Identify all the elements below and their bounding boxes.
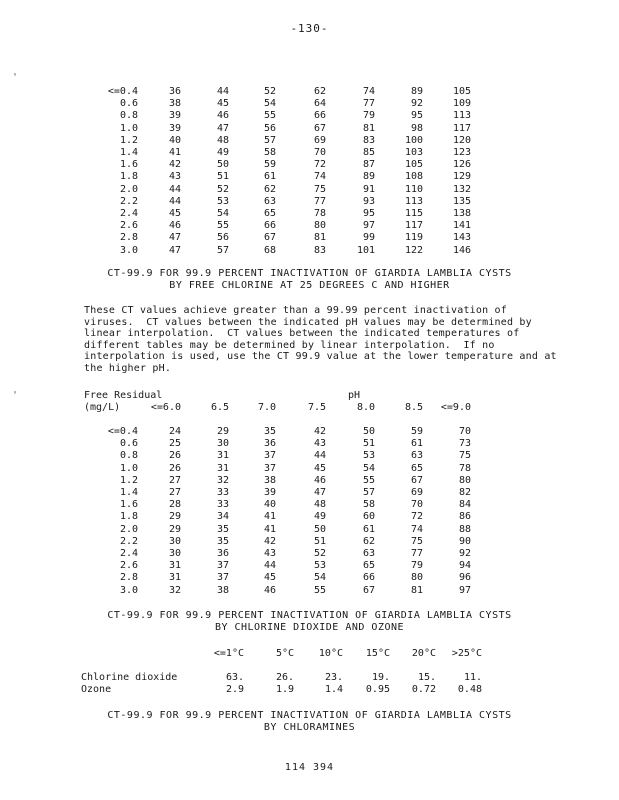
temperature-column-header: 10°C (318, 648, 343, 659)
row-label-cell: 2.8 (119, 232, 138, 244)
value-cell: 135 (452, 195, 471, 207)
value-cell: 75 (458, 450, 471, 462)
value-cell: 50 (313, 523, 326, 535)
value-cell: 67 (410, 474, 423, 486)
value-cell: 26 (168, 450, 181, 462)
value-cell: 119 (404, 232, 423, 244)
table2-header-ph: pH (348, 390, 361, 401)
value-cell: 31 (168, 572, 181, 584)
value-cell: 62 (313, 86, 326, 97)
value-cell: 46 (216, 110, 229, 122)
value-cell: 77 (410, 548, 423, 559)
column-header: <=9.0 (440, 402, 471, 413)
value-cell: 31 (216, 462, 229, 474)
value-cell: 59 (410, 426, 423, 437)
value-cell: 70 (313, 147, 326, 158)
value-cell: 78 (458, 462, 471, 474)
value-cell: 113 (452, 110, 471, 122)
value-cell: 123 (452, 147, 471, 158)
value-cell: 80 (458, 474, 471, 486)
row-label-cell: <=0.4 (107, 426, 138, 437)
value-cell: 51 (216, 171, 229, 183)
value-cell: 126 (452, 159, 471, 171)
value-cell: 81 (410, 584, 423, 596)
value-cell: 31 (216, 450, 229, 462)
column-header: 8.0 (356, 402, 375, 413)
row-label-cell: 2.4 (119, 548, 138, 559)
value-cell: 68 (263, 244, 276, 256)
value-cell: 27 (168, 474, 181, 486)
table-row (0, 123, 619, 135)
value-cell: 35 (216, 523, 229, 535)
value-cell: 39 (168, 122, 181, 134)
value-cell: 35 (263, 426, 276, 437)
page-number: -130- (290, 22, 329, 35)
row-label-cell: 0.8 (119, 450, 138, 462)
value-cell: 38 (216, 584, 229, 596)
value-cell: 115 (404, 208, 423, 219)
value-cell: 117 (452, 122, 471, 134)
value-cell: 146 (452, 244, 471, 256)
row-label-cell: 1.4 (119, 487, 138, 498)
value-cell: 82 (458, 487, 471, 498)
value-cell: 103 (404, 147, 423, 158)
value-cell: 26. (275, 672, 294, 683)
value-cell: 47 (216, 122, 229, 134)
table-row (0, 135, 619, 147)
value-cell: 55 (216, 220, 229, 232)
value-cell: 92 (410, 98, 423, 110)
table-row (0, 220, 619, 232)
value-cell: 95 (410, 110, 423, 122)
row-label-cell: Ozone (81, 684, 112, 695)
value-cell: 109 (452, 98, 471, 110)
value-cell: 29 (168, 523, 181, 535)
value-cell: 81 (362, 122, 375, 134)
table-row (0, 463, 619, 475)
value-cell: 40 (168, 134, 181, 146)
value-cell: 45 (263, 572, 276, 584)
table-row (0, 438, 619, 450)
row-label-cell: 2.2 (119, 535, 138, 547)
row-label-cell: 2.4 (119, 208, 138, 219)
column-header: <=6.0 (150, 402, 181, 413)
value-cell: 65 (410, 462, 423, 474)
value-cell: 46 (168, 220, 181, 232)
value-cell: 87 (362, 159, 375, 171)
value-cell: 132 (452, 183, 471, 195)
value-cell: 2.9 (225, 684, 244, 695)
column-header: 6.5 (210, 402, 229, 413)
temperature-column-header: 15°C (365, 648, 390, 659)
value-cell: 39 (168, 110, 181, 122)
value-cell: 45 (168, 208, 181, 219)
value-cell: 143 (452, 232, 471, 244)
value-cell: 45 (313, 462, 326, 474)
value-cell: 63 (362, 548, 375, 559)
value-cell: 47 (168, 244, 181, 256)
value-cell: 66 (313, 110, 326, 122)
value-cell: 46 (263, 584, 276, 596)
value-cell: 80 (313, 220, 326, 232)
table3-caption-line1: CT-99.9 FOR 99.9 PERCENT INACTIVATION OF GIARDIA LAMBLIA CYSTS (107, 710, 512, 721)
value-cell: 122 (404, 244, 423, 256)
value-cell: 88 (458, 523, 471, 535)
value-cell: 29 (216, 426, 229, 437)
value-cell: 105 (452, 86, 471, 97)
value-cell: 53 (313, 560, 326, 572)
value-cell: 30 (168, 535, 181, 547)
value-cell: 30 (216, 438, 229, 450)
table-row (0, 487, 619, 499)
value-cell: 0.48 (457, 684, 482, 695)
value-cell: 43 (313, 438, 326, 450)
value-cell: 97 (458, 584, 471, 596)
row-label-cell: 3.0 (119, 584, 138, 596)
value-cell: 96 (458, 572, 471, 584)
value-cell: 36 (168, 86, 181, 97)
value-cell: 53 (216, 195, 229, 207)
table-row (0, 171, 619, 183)
table-row (0, 524, 619, 536)
table-row (0, 536, 619, 548)
value-cell: 45 (216, 98, 229, 110)
value-cell: 36 (216, 548, 229, 559)
value-cell: 28 (168, 499, 181, 511)
value-cell: 44 (168, 183, 181, 195)
value-cell: 101 (356, 244, 375, 256)
row-label-cell: Chlorine dioxide (81, 672, 178, 683)
table-row (0, 426, 619, 438)
value-cell: 35 (216, 535, 229, 547)
value-cell: 61 (263, 171, 276, 183)
value-cell: 72 (313, 159, 326, 171)
value-cell: 72 (410, 511, 423, 523)
value-cell: 46 (313, 474, 326, 486)
row-label-cell: 0.8 (119, 110, 138, 122)
value-cell: 38 (263, 474, 276, 486)
value-cell: 63 (410, 450, 423, 462)
value-cell: 44 (313, 450, 326, 462)
value-cell: 38 (168, 98, 181, 110)
value-cell: 110 (404, 183, 423, 195)
value-cell: 108 (404, 171, 423, 183)
value-cell: 67 (263, 232, 276, 244)
value-cell: 48 (216, 134, 229, 146)
value-cell: 56 (216, 232, 229, 244)
value-cell: 90 (458, 535, 471, 547)
row-label-cell: 1.8 (119, 511, 138, 523)
value-cell: 33 (216, 487, 229, 498)
margin-mark: ' (12, 72, 19, 83)
value-cell: 52 (216, 183, 229, 195)
value-cell: 33 (216, 499, 229, 511)
temperature-column-header: >25°C (451, 648, 482, 659)
value-cell: 62 (263, 183, 276, 195)
value-cell: 50 (362, 426, 375, 437)
row-label-cell: 1.0 (119, 122, 138, 134)
value-cell: 26 (168, 462, 181, 474)
value-cell: 95 (362, 208, 375, 219)
table3-caption-line2: BY CHLORAMINES (263, 722, 356, 733)
value-cell: 41 (168, 147, 181, 158)
value-cell: 55 (362, 474, 375, 486)
value-cell: 74 (313, 171, 326, 183)
value-cell: 65 (362, 560, 375, 572)
paragraph-line: These CT values achieve greater than a 99.99 percent inactivation of (84, 305, 507, 316)
value-cell: 44 (263, 560, 276, 572)
value-cell: 117 (404, 220, 423, 232)
paragraph-line: linear interpolation. CT values between the indicated temperatures of (84, 328, 520, 340)
value-cell: 49 (313, 511, 326, 523)
value-cell: 37 (216, 572, 229, 584)
value-cell: 52 (263, 86, 276, 97)
row-label-cell: 0.6 (119, 98, 138, 110)
table2-caption-line2: BY CHLORINE DIOXIDE AND OZONE (214, 622, 405, 633)
value-cell: 29 (168, 511, 181, 523)
value-cell: 32 (168, 584, 181, 596)
value-cell: 74 (410, 523, 423, 535)
value-cell: 53 (362, 450, 375, 462)
row-label-cell: 2.6 (119, 220, 138, 232)
value-cell: 52 (313, 548, 326, 559)
value-cell: 69 (410, 487, 423, 498)
value-cell: 50 (216, 159, 229, 171)
value-cell: 66 (263, 220, 276, 232)
table-row (0, 86, 619, 98)
table1-caption-line2: BY FREE CHLORINE AT 25 DEGREES C AND HIGHER (169, 280, 450, 291)
value-cell: 54 (216, 208, 229, 219)
value-cell: 64 (313, 98, 326, 110)
table-row (0, 110, 619, 122)
value-cell: 0.95 (365, 684, 390, 695)
value-cell: 40 (263, 499, 276, 511)
table2-caption-line1: CT-99.9 FOR 99.9 PERCENT INACTIVATION OF GIARDIA LAMBLIA CYSTS (107, 610, 512, 621)
row-label-cell: 2.8 (119, 572, 138, 584)
value-cell: 1.9 (275, 684, 294, 695)
value-cell: 43 (168, 171, 181, 183)
value-cell: 48 (313, 499, 326, 511)
value-cell: 141 (452, 220, 471, 232)
value-cell: 66 (362, 572, 375, 584)
value-cell: 83 (362, 134, 375, 146)
value-cell: 138 (452, 208, 471, 219)
value-cell: 41 (263, 511, 276, 523)
value-cell: 15. (417, 672, 436, 683)
value-cell: 27 (168, 487, 181, 498)
table-row (0, 499, 619, 511)
value-cell: 37 (263, 450, 276, 462)
value-cell: 54 (263, 98, 276, 110)
table-row (0, 572, 619, 584)
value-cell: 59 (263, 159, 276, 171)
value-cell: 113 (404, 195, 423, 207)
value-cell: 84 (458, 499, 471, 511)
value-cell: 63. (225, 672, 244, 683)
value-cell: 43 (263, 548, 276, 559)
value-cell: 120 (452, 134, 471, 146)
value-cell: 51 (313, 535, 326, 547)
table-row (0, 560, 619, 572)
value-cell: 100 (404, 134, 423, 146)
column-header: 7.5 (307, 402, 326, 413)
value-cell: 0.72 (411, 684, 436, 695)
table-row (0, 184, 619, 196)
value-cell: 32 (216, 474, 229, 486)
row-label-cell: 1.6 (119, 159, 138, 171)
value-cell: 67 (313, 122, 326, 134)
value-cell: 61 (362, 523, 375, 535)
paragraph-line: viruses. CT values between the indicated pH values may be determined by (84, 316, 532, 328)
paragraph-line: interpolation is used, use the CT 99.9 value at the lower temperature and at (84, 351, 557, 363)
value-cell: 74 (362, 86, 375, 97)
table1-caption-line1: CT-99.9 FOR 99.9 PERCENT INACTIVATION OF GIARDIA LAMBLIA CYSTS (107, 268, 512, 279)
table-row (0, 585, 619, 597)
value-cell: 98 (410, 122, 423, 134)
paragraph-line: the higher pH. (84, 363, 172, 374)
table-row (0, 548, 619, 560)
row-label-cell: 1.0 (119, 462, 138, 474)
table2-header-free-residual: Free Residual (84, 390, 163, 401)
value-cell: 91 (362, 183, 375, 195)
row-label-cell: 2.6 (119, 560, 138, 572)
value-cell: 105 (404, 159, 423, 171)
table2-header-units: (mg/L) (84, 402, 121, 413)
value-cell: 39 (263, 487, 276, 498)
value-cell: 30 (168, 548, 181, 559)
value-cell: 11. (463, 672, 482, 683)
value-cell: 49 (216, 147, 229, 158)
table-row (0, 159, 619, 171)
row-label-cell: 1.2 (119, 474, 138, 486)
value-cell: 44 (168, 195, 181, 207)
row-label-cell: 1.6 (119, 499, 138, 511)
value-cell: 25 (168, 438, 181, 450)
value-cell: 79 (362, 110, 375, 122)
value-cell: 31 (168, 560, 181, 572)
value-cell: 57 (263, 134, 276, 146)
value-cell: 47 (168, 232, 181, 244)
value-cell: 94 (458, 560, 471, 572)
value-cell: 81 (313, 232, 326, 244)
value-cell: 67 (362, 584, 375, 596)
value-cell: 73 (458, 438, 471, 450)
row-label-cell: 1.8 (119, 171, 138, 183)
table-row (0, 232, 619, 244)
table-row (0, 147, 619, 159)
table-row (0, 245, 619, 257)
value-cell: 79 (410, 560, 423, 572)
row-label-cell: 0.6 (119, 438, 138, 450)
value-cell: 37 (263, 462, 276, 474)
value-cell: 75 (313, 183, 326, 195)
value-cell: 61 (410, 438, 423, 450)
value-cell: 55 (313, 584, 326, 596)
value-cell: 58 (263, 147, 276, 158)
value-cell: 58 (362, 499, 375, 511)
value-cell: 56 (263, 122, 276, 134)
row-label-cell: <=0.4 (107, 86, 138, 97)
table-row (0, 475, 619, 487)
table-row (0, 511, 619, 523)
value-cell: 80 (410, 572, 423, 584)
value-cell: 42 (263, 535, 276, 547)
value-cell: 89 (362, 171, 375, 183)
value-cell: 42 (313, 426, 326, 437)
value-cell: 44 (216, 86, 229, 97)
value-cell: 85 (362, 147, 375, 158)
value-cell: 36 (263, 438, 276, 450)
value-cell: 83 (313, 244, 326, 256)
value-cell: 47 (313, 487, 326, 498)
column-header: 7.0 (257, 402, 276, 413)
row-label-cell: 2.0 (119, 523, 138, 535)
temperature-column-header: 20°C (411, 648, 436, 659)
value-cell: 60 (362, 511, 375, 523)
value-cell: 77 (313, 195, 326, 207)
value-cell: 41 (263, 523, 276, 535)
value-cell: 89 (410, 86, 423, 97)
margin-mark: ' (12, 390, 19, 401)
table-row (0, 196, 619, 208)
temperature-column-header: 5°C (275, 648, 294, 659)
value-cell: 55 (263, 110, 276, 122)
table-row (0, 208, 619, 220)
value-cell: 129 (452, 171, 471, 183)
value-cell: 65 (263, 208, 276, 219)
value-cell: 24 (168, 426, 181, 437)
row-label-cell: 2.2 (119, 195, 138, 207)
value-cell: 57 (216, 244, 229, 256)
value-cell: 62 (362, 535, 375, 547)
value-cell: 57 (362, 487, 375, 498)
value-cell: 75 (410, 535, 423, 547)
table-row (0, 98, 619, 110)
value-cell: 23. (324, 672, 343, 683)
row-label-cell: 1.2 (119, 134, 138, 146)
table-row (0, 450, 619, 462)
value-cell: 70 (458, 426, 471, 437)
value-cell: 92 (458, 548, 471, 559)
value-cell: 69 (313, 134, 326, 146)
value-cell: 99 (362, 232, 375, 244)
value-cell: 37 (216, 560, 229, 572)
footer-code: 114 394 (284, 762, 335, 773)
value-cell: 54 (313, 572, 326, 584)
value-cell: 34 (216, 511, 229, 523)
value-cell: 93 (362, 195, 375, 207)
value-cell: 70 (410, 499, 423, 511)
temperature-column-header: <=1°C (213, 648, 244, 659)
row-label-cell: 1.4 (119, 147, 138, 158)
value-cell: 51 (362, 438, 375, 450)
row-label-cell: 3.0 (119, 244, 138, 256)
value-cell: 77 (362, 98, 375, 110)
value-cell: 42 (168, 159, 181, 171)
value-cell: 19. (371, 672, 390, 683)
row-label-cell: 2.0 (119, 183, 138, 195)
value-cell: 97 (362, 220, 375, 232)
paragraph-line: different tables may be determined by linear interpolation. If no (84, 339, 495, 351)
value-cell: 78 (313, 208, 326, 219)
value-cell: 63 (263, 195, 276, 207)
value-cell: 86 (458, 511, 471, 523)
column-header: 8.5 (404, 402, 423, 413)
value-cell: 54 (362, 462, 375, 474)
value-cell: 1.4 (324, 684, 343, 695)
